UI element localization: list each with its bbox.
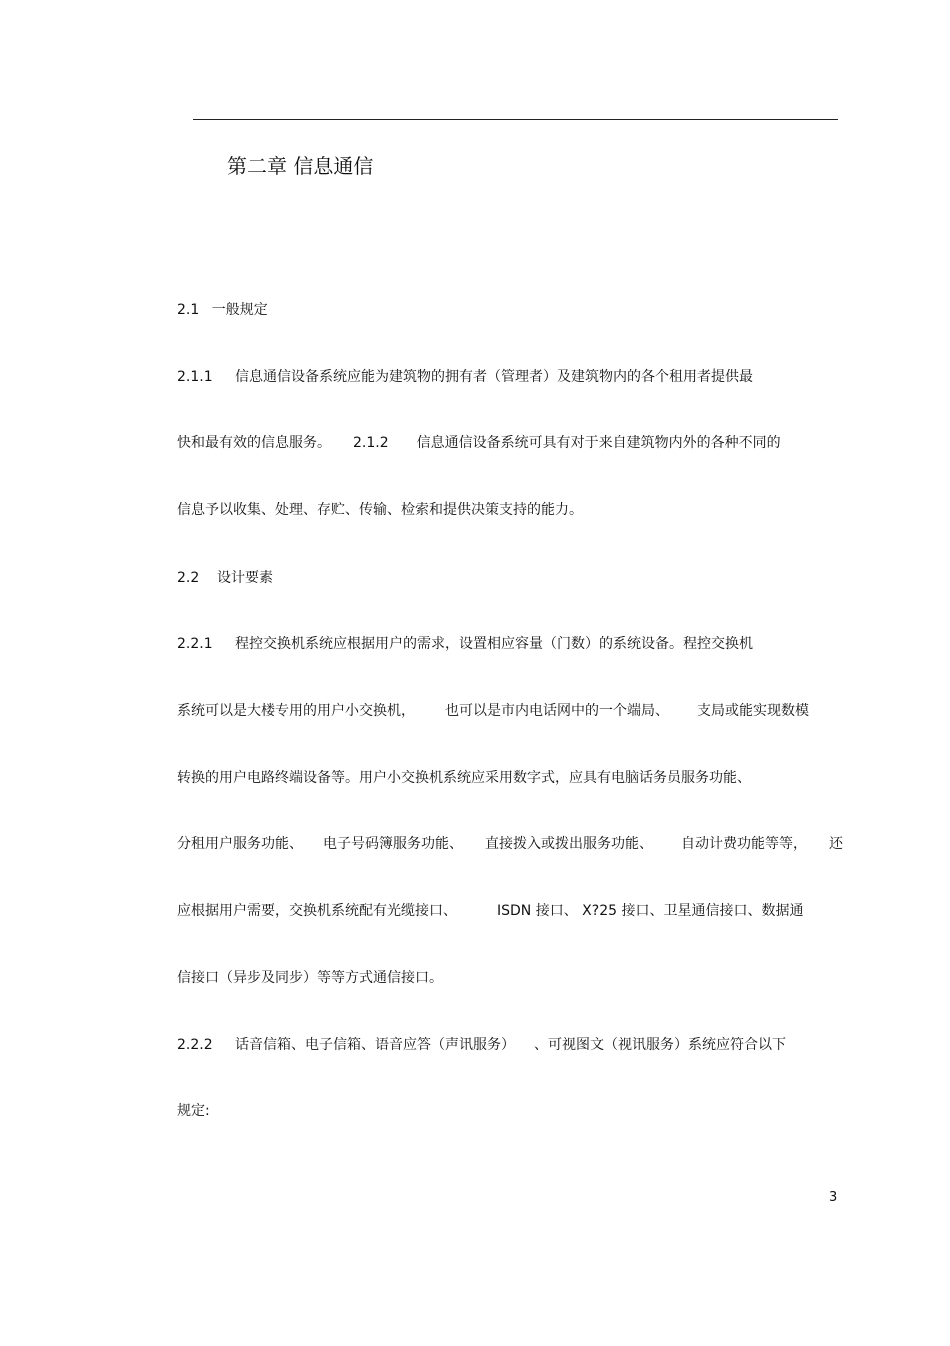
- text-segment: 分租用户服务功能、: [177, 836, 303, 852]
- section-number: 2.2: [177, 570, 200, 586]
- clause-text: 信息通信设备系统可具有对于来自建筑物内外的各种不同的: [416, 435, 781, 451]
- paragraph-line: [177, 366, 753, 386]
- clause-text: 程控交换机系统应根据用户的需求，设置相应容量（门数）的系统设备。程控交换机: [235, 636, 753, 652]
- text-segment: ISDN 接口、 X?25 接口、卫星通信接口、数据通: [497, 903, 804, 919]
- clause-text: 信息通信设备系统应能为建筑物的拥有者（管理者）及建筑物内的各个租用者提供最: [235, 369, 753, 385]
- paragraph-line: 信息予以收集、处理、存贮、传输、检索和提供决策支持的能力。: [177, 502, 583, 518]
- text-segment: 自动计费功能等等，: [681, 836, 807, 852]
- clause-number: 2.1.2: [353, 435, 389, 451]
- section-heading-2-2: [177, 567, 273, 587]
- paragraph-line: [177, 432, 781, 452]
- clause-text: 话音信箱、电子信箱、语音应答（声讯服务）: [235, 1037, 508, 1053]
- text-segment: 应根据用户需要，交换机系统配有光缆接口、: [177, 903, 457, 919]
- paragraph-line: [177, 633, 753, 653]
- paragraph-line: [177, 1034, 786, 1054]
- clause-number: 2.2.2: [177, 1037, 213, 1053]
- paragraph-line: [177, 700, 809, 720]
- section-number: 2.1: [177, 302, 200, 318]
- page-number: 3: [829, 1190, 838, 1205]
- text-segment: 电子号码簿服务功能、: [323, 836, 463, 852]
- section-title: 设计要素: [217, 570, 273, 586]
- text-segment: 支局或能实现数模: [697, 703, 809, 719]
- text-segment: 也可以是市内电话网中的一个端局、: [445, 703, 669, 719]
- clause-text: 、可视图文（视讯服务）系统应符合以下: [534, 1037, 786, 1053]
- clause-number: 2.2.1: [177, 636, 213, 652]
- paragraph-line: 信接口（异步及同步）等等方式通信接口。: [177, 970, 443, 986]
- header-rule: [193, 119, 838, 120]
- paragraph-line: 转换的用户电路终端设备等。用户小交换机系统应采用数字式，应具有电脑话务员服务功能、: [177, 770, 751, 786]
- paragraph-line: 规定:: [177, 1103, 210, 1119]
- paragraph-line: [177, 833, 843, 853]
- text-segment: 系统可以是大楼专用的用户小交换机，: [177, 703, 415, 719]
- section-title: 一般规定: [211, 302, 268, 318]
- text-segment: 直接拨入或拨出服务功能、: [485, 836, 653, 852]
- clause-number: 2.1.1: [177, 369, 213, 385]
- section-heading-2-1: [177, 299, 268, 319]
- text-segment: 还: [829, 836, 843, 852]
- paragraph-line: [177, 900, 803, 920]
- text-segment: 快和最有效的信息服务。: [177, 435, 331, 451]
- chapter-title: 第二章 信息通信: [227, 154, 374, 178]
